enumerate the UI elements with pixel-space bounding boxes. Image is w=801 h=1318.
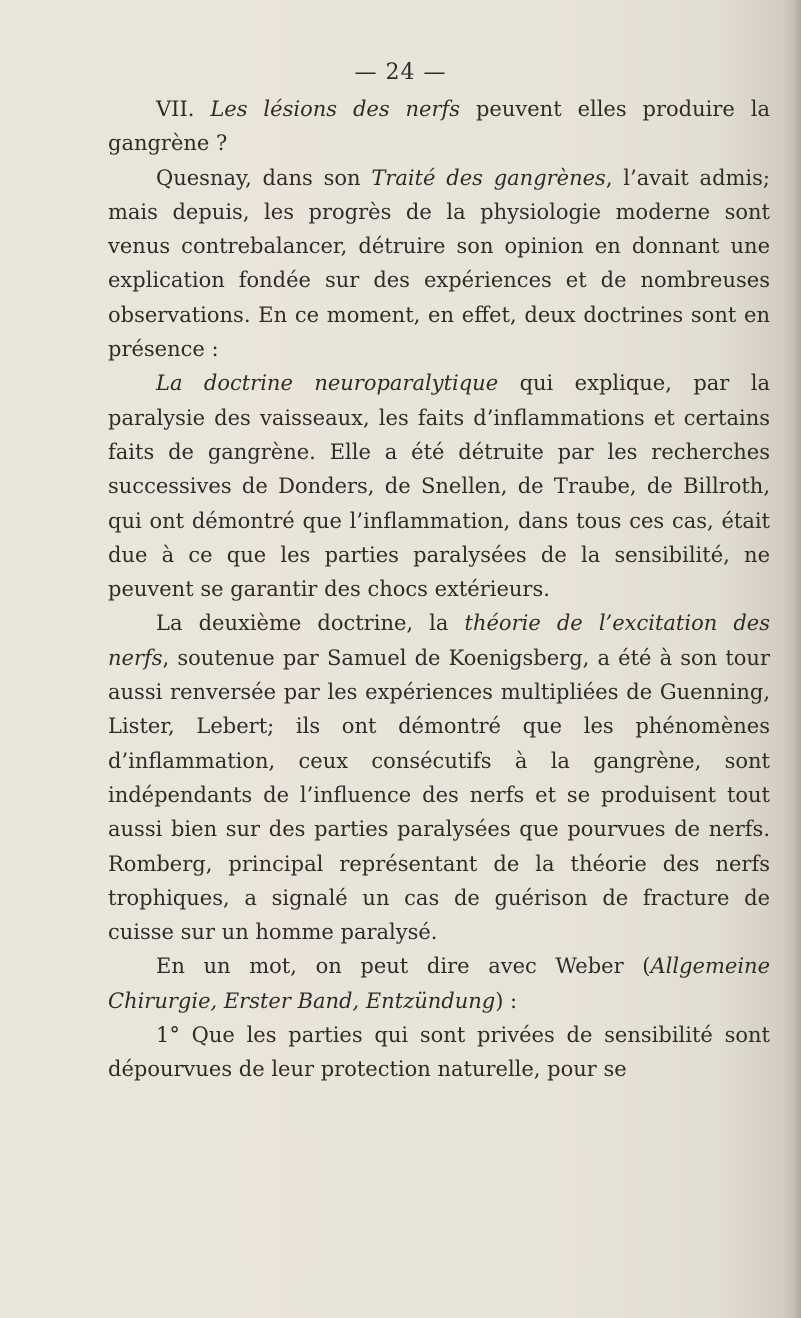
doctrine-title: La doctrine neuroparalytique bbox=[156, 371, 499, 396]
page-edge-shadow bbox=[783, 0, 801, 1318]
text-span: , l’avait admis; mais depuis, les progrès de la physiologie moderne sont venus contrebalancer, détruire son opinion en donnant une explication fondée sur des expériences et de nombreuses observations. En ce moment, en effet, deux doctrines sont en présence : bbox=[108, 165, 770, 362]
weber-reference: Allgemeine Chirurgie, Erster Band, Entzündung bbox=[108, 954, 770, 1013]
book-title: Traité des gangrènes bbox=[371, 165, 606, 190]
section-title: Les lésions des nerfs bbox=[210, 97, 461, 121]
text-span: La deuxième doctrine, la bbox=[156, 611, 465, 636]
paragraph-excitation bbox=[108, 606, 770, 949]
paragraph-weber bbox=[108, 949, 770, 1018]
page-number: — 24 — bbox=[354, 60, 447, 85]
theory-title: théorie de l’excitation des nerfs bbox=[108, 611, 771, 670]
paragraph-point-one bbox=[108, 1018, 770, 1087]
question-text: peuvent elles produire la gangrène ? bbox=[108, 97, 770, 156]
text-span: ) : bbox=[495, 988, 518, 1013]
text-span: qui explique, par la paralysie des vaisseaux, les faits d’inflammations et certains faits de gangrène. Elle a été détruite par les recherches successives de Donders, de Snellen, de Traube, de Billroth, qui ont démontré que l’inflammation, dans tous ces cas, était due à ce que les parties paralysées de la sensibilité, ne peuvent se garantir des chocs extérieurs. bbox=[108, 371, 771, 602]
paragraph-quesnay bbox=[108, 161, 770, 367]
body-text bbox=[108, 92, 770, 1087]
section-number: VII. bbox=[156, 97, 211, 121]
text-span: En un mot, on peut dire avec Weber ( bbox=[156, 954, 651, 979]
paragraph-neuroparalytic bbox=[108, 366, 770, 606]
paragraph-question bbox=[108, 92, 770, 161]
text-span: Quesnay, dans son bbox=[156, 165, 372, 190]
text-span: , soutenue par Samuel de Koenigsberg, a été à son tour aussi renversée par les expériences multipliées de Guenning, Lister, Lebert; ils ont démontré que les phénomènes d’inflammation, ceux consécutifs à la gangrène, sont indépendants de l’influence des nerfs et se produisent tout aussi bien sur des parties paralysées que pourvues de nerfs. Romberg, principal représentant de la théorie des nerfs trophiques, a signalé un cas de guérison de fracture de cuisse sur un homme paralysé. bbox=[108, 645, 770, 945]
text-span: 1° Que les parties qui sont privées de sensibilité sont dépourvues de leur protection naturelle, pour se bbox=[108, 1023, 770, 1082]
